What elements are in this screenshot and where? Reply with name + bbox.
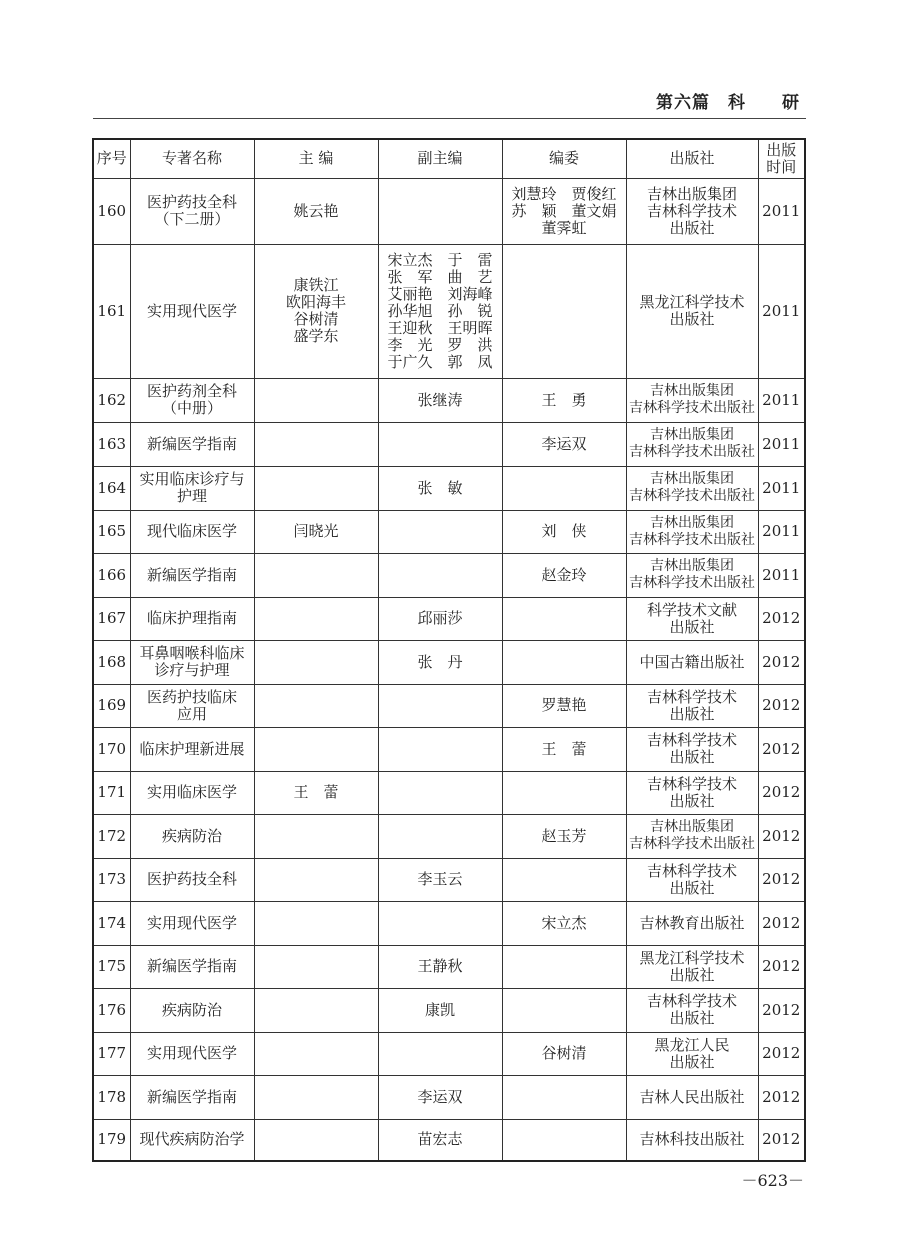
table-row — [93, 684, 805, 727]
cell-no: 163 — [93, 422, 130, 466]
cell-deputy-editor — [378, 640, 502, 684]
cell-publisher-line: 出版社 — [669, 878, 715, 897]
cell-committee — [502, 422, 626, 466]
cell-year: 2011 — [758, 466, 805, 510]
cell-committee-line: 苏 颖 董文娟 — [511, 201, 617, 220]
cell-publisher-line: 吉林科学技术出版社 — [629, 836, 755, 852]
cell-chief-editor — [254, 988, 378, 1032]
cell-publisher-line: 黑龙江人民 — [654, 1035, 730, 1054]
cell-deputy-editor — [378, 378, 502, 422]
cell-no: 164 — [93, 466, 130, 510]
cell-no: 169 — [93, 684, 130, 727]
cell-no: 176 — [93, 988, 130, 1032]
cell-deputy-editor-line: 张继涛 — [417, 390, 463, 409]
col-header-deputy-editor: 副主编 — [378, 139, 502, 178]
table-row — [93, 814, 805, 858]
table-row — [93, 945, 805, 988]
cell-chief-editor — [254, 510, 378, 553]
cell-no: 172 — [93, 814, 130, 858]
cell-no: 179 — [93, 1119, 130, 1161]
cell-publisher-line: 出版社 — [669, 1052, 715, 1071]
monograph-table — [92, 138, 806, 1162]
cell-publisher-line: 黑龙江科学技术 — [639, 293, 745, 311]
cell-title — [130, 244, 254, 378]
cell-publisher-line: 吉林出版集团 — [650, 471, 734, 487]
cell-title-line: 诊疗与护理 — [154, 661, 230, 679]
cell-committee — [502, 901, 626, 945]
cell-deputy-editor-line: 李玉云 — [417, 870, 463, 888]
cell-publisher-line: 吉林科技出版社 — [639, 1130, 745, 1149]
cell-title — [130, 945, 254, 988]
cell-committee — [502, 684, 626, 727]
cell-chief-editor — [254, 553, 378, 597]
cell-title-line: 新编医学指南 — [146, 434, 237, 453]
cell-year: 2012 — [758, 684, 805, 727]
cell-chief-editor — [254, 1075, 378, 1119]
cell-title-line: 护理 — [176, 487, 207, 505]
cell-title — [130, 378, 254, 422]
table-row — [93, 553, 805, 597]
cell-year: 2011 — [758, 178, 805, 244]
cell-title-line: 医护药技全科 — [146, 870, 237, 888]
cell-publisher-line: 吉林人民出版社 — [639, 1087, 745, 1106]
cell-title — [130, 814, 254, 858]
cell-deputy-editor — [378, 814, 502, 858]
cell-deputy-editor-line: 李运双 — [417, 1087, 463, 1106]
cell-committee-line: 王 蕾 — [541, 739, 587, 758]
cell-year: 2012 — [758, 640, 805, 684]
cell-year: 2012 — [758, 901, 805, 945]
cell-chief-editor — [254, 378, 378, 422]
cell-publisher-line: 吉林出版集团 — [650, 383, 734, 399]
cell-publisher-line: 吉林出版集团 — [650, 819, 734, 835]
cell-deputy-editor-line: 张 丹 — [417, 652, 463, 671]
cell-committee — [502, 1032, 626, 1075]
cell-publisher-line: 吉林出版集团 — [650, 558, 734, 574]
table-row — [93, 244, 805, 378]
table-row — [93, 178, 805, 244]
cell-publisher — [626, 727, 758, 771]
cell-committee-line: 谷树清 — [541, 1044, 587, 1062]
cell-chief-editor-line: 盛学东 — [293, 327, 339, 345]
cell-year: 2012 — [758, 1119, 805, 1161]
cell-chief-editor-line: 欧阳海丰 — [285, 293, 346, 311]
cell-chief-editor — [254, 244, 378, 378]
cell-committee — [502, 814, 626, 858]
cell-title-line: 现代疾病防治学 — [139, 1130, 245, 1149]
cell-deputy-editor-line: 邱丽莎 — [417, 609, 463, 627]
cell-deputy-editor — [378, 771, 502, 814]
cell-year: 2012 — [758, 858, 805, 901]
cell-no: 162 — [93, 378, 130, 422]
cell-publisher — [626, 640, 758, 684]
cell-committee — [502, 553, 626, 597]
cell-publisher-line: 出版社 — [669, 1009, 715, 1027]
cell-deputy-editor — [378, 1075, 502, 1119]
table-row — [93, 378, 805, 422]
cell-no: 161 — [93, 244, 130, 378]
cell-deputy-editor — [378, 510, 502, 553]
table-row — [93, 771, 805, 814]
cell-publisher-line: 吉林科学技术 — [646, 774, 737, 793]
cell-title — [130, 510, 254, 553]
cell-title-line: 新编医学指南 — [146, 957, 237, 975]
cell-publisher — [626, 510, 758, 553]
cell-committee — [502, 378, 626, 422]
cell-no: 177 — [93, 1032, 130, 1075]
col-header-committee: 编委 — [502, 139, 626, 178]
cell-deputy-editor — [378, 1119, 502, 1161]
cell-no: 166 — [93, 553, 130, 597]
cell-publisher-line: 吉林科学技术 — [646, 731, 737, 749]
cell-chief-editor — [254, 771, 378, 814]
cell-publisher-line: 吉林出版集团 — [650, 514, 734, 531]
cell-chief-editor-line: 谷树清 — [293, 310, 339, 328]
cell-publisher-line: 吉林科学技术 — [646, 992, 737, 1010]
cell-publisher — [626, 858, 758, 901]
cell-chief-editor — [254, 901, 378, 945]
cell-committee — [502, 858, 626, 901]
cell-publisher — [626, 771, 758, 814]
cell-chief-editor — [254, 1032, 378, 1075]
cell-publisher-line: 吉林科学技术 — [646, 687, 737, 706]
cell-no: 175 — [93, 945, 130, 988]
cell-publisher-line: 吉林科学技术 — [646, 861, 737, 880]
cell-title-line: 耳鼻咽喉科临床 — [139, 644, 245, 662]
cell-deputy-editor-line: 于广久 郭 凤 — [387, 352, 493, 371]
cell-no: 170 — [93, 727, 130, 771]
cell-publisher-line: 吉林科学技术 — [646, 201, 737, 220]
cell-publisher — [626, 684, 758, 727]
cell-publisher-line: 吉林科学技术出版社 — [629, 444, 755, 460]
cell-committee-line: 刘 侠 — [541, 522, 587, 540]
cell-year: 2012 — [758, 945, 805, 988]
cell-deputy-editor-line: 王迎秋 王明晖 — [387, 318, 493, 337]
table-row — [93, 510, 805, 553]
cell-title-line: 医护药技全科 — [146, 193, 237, 211]
cell-title-line: 疾病防治 — [161, 826, 222, 845]
cell-deputy-editor — [378, 178, 502, 244]
cell-committee — [502, 988, 626, 1032]
cell-title — [130, 597, 254, 640]
cell-title-line: 临床护理新进展 — [139, 739, 245, 758]
cell-publisher-line: 科学技术文献 — [646, 600, 737, 619]
col-header-title: 专著名称 — [130, 139, 254, 178]
cell-chief-editor — [254, 597, 378, 640]
cell-committee-line: 王 勇 — [541, 390, 587, 409]
cell-publisher — [626, 1119, 758, 1161]
cell-deputy-editor-line: 张 军 曲 艺 — [387, 267, 493, 286]
cell-publisher-line: 出版社 — [669, 748, 715, 766]
table-row — [93, 422, 805, 466]
cell-committee-line: 赵金玲 — [541, 565, 587, 584]
cell-committee — [502, 1119, 626, 1161]
cell-chief-editor — [254, 858, 378, 901]
cell-title — [130, 1032, 254, 1075]
cell-publisher-line: 出版社 — [669, 218, 715, 237]
cell-title-line: 现代临床医学 — [146, 522, 237, 540]
cell-publisher — [626, 1032, 758, 1075]
col-header-year-text: 出版时间 — [766, 140, 797, 176]
cell-year: 2011 — [758, 244, 805, 378]
cell-deputy-editor-line: 苗宏志 — [417, 1130, 463, 1149]
cell-publisher-line: 出版社 — [669, 310, 715, 328]
cell-committee — [502, 597, 626, 640]
cell-publisher — [626, 1075, 758, 1119]
cell-deputy-editor-line: 孙华旭 孙 锐 — [387, 301, 493, 320]
cell-deputy-editor — [378, 422, 502, 466]
cell-no: 174 — [93, 901, 130, 945]
cell-title-line: 疾病防治 — [161, 1000, 222, 1019]
cell-deputy-editor-line: 艾丽艳 刘海峰 — [387, 284, 493, 303]
cell-publisher — [626, 988, 758, 1032]
cell-title — [130, 553, 254, 597]
cell-chief-editor — [254, 178, 378, 244]
cell-publisher-line: 中国古籍出版社 — [639, 652, 745, 671]
cell-title — [130, 771, 254, 814]
cell-committee — [502, 510, 626, 553]
cell-no: 168 — [93, 640, 130, 684]
cell-chief-editor-line: 康铁江 — [293, 276, 339, 294]
cell-publisher-line: 吉林出版集团 — [646, 184, 737, 203]
cell-deputy-editor — [378, 858, 502, 901]
cell-deputy-editor-line: 张 敏 — [417, 478, 463, 497]
cell-committee — [502, 178, 626, 244]
cell-title — [130, 684, 254, 727]
cell-committee — [502, 727, 626, 771]
cell-title-line: （下二册） — [154, 210, 230, 228]
cell-no: 160 — [93, 178, 130, 244]
cell-deputy-editor-line: 王静秋 — [417, 957, 463, 975]
cell-committee-line: 罗慧艳 — [541, 696, 587, 714]
cell-title — [130, 422, 254, 466]
cell-deputy-editor — [378, 553, 502, 597]
cell-title-line: 应用 — [176, 704, 207, 723]
cell-publisher-line: 吉林科学技术出版社 — [629, 400, 755, 416]
running-header: 第六篇 科 研 — [656, 93, 800, 113]
cell-no: 178 — [93, 1075, 130, 1119]
cell-deputy-editor — [378, 684, 502, 727]
cell-publisher-line: 吉林科学技术出版社 — [629, 575, 755, 591]
cell-title — [130, 178, 254, 244]
cell-year: 2012 — [758, 597, 805, 640]
col-header-publisher: 出版社 — [626, 139, 758, 178]
cell-title — [130, 901, 254, 945]
cell-title — [130, 988, 254, 1032]
cell-committee-line: 刘慧玲 贾俊红 — [511, 184, 617, 203]
cell-chief-editor-line: 闫晓光 — [293, 522, 339, 540]
cell-publisher-line: 黑龙江科学技术 — [639, 948, 745, 967]
cell-title-line: 实用现代医学 — [146, 1044, 237, 1062]
cell-publisher — [626, 466, 758, 510]
cell-publisher-line: 吉林出版集团 — [650, 427, 734, 443]
cell-no: 165 — [93, 510, 130, 553]
cell-title-line: （中册） — [161, 399, 222, 417]
cell-deputy-editor — [378, 988, 502, 1032]
table-row — [93, 640, 805, 684]
table-row — [93, 901, 805, 945]
cell-committee — [502, 640, 626, 684]
cell-chief-editor — [254, 1119, 378, 1161]
cell-title-line: 实用现代医学 — [146, 301, 237, 320]
cell-chief-editor-line: 姚云艳 — [293, 201, 339, 220]
cell-title-line: 新编医学指南 — [146, 565, 237, 584]
col-header-chief-editor: 主 编 — [254, 139, 378, 178]
cell-deputy-editor-line: 康凯 — [424, 1000, 455, 1019]
cell-chief-editor — [254, 640, 378, 684]
cell-year: 2012 — [758, 1032, 805, 1075]
cell-no: 171 — [93, 771, 130, 814]
table-row — [93, 988, 805, 1032]
cell-publisher — [626, 597, 758, 640]
cell-title-line: 医药护技临床 — [146, 687, 237, 706]
cell-year: 2011 — [758, 510, 805, 553]
cell-chief-editor — [254, 422, 378, 466]
table-row — [93, 727, 805, 771]
cell-deputy-editor — [378, 901, 502, 945]
table-row — [93, 858, 805, 901]
cell-publisher — [626, 422, 758, 466]
cell-committee — [502, 945, 626, 988]
cell-year: 2011 — [758, 422, 805, 466]
cell-publisher — [626, 945, 758, 988]
cell-deputy-editor — [378, 466, 502, 510]
cell-publisher-line: 吉林科学技术出版社 — [629, 488, 755, 504]
cell-committee — [502, 466, 626, 510]
cell-chief-editor — [254, 727, 378, 771]
cell-deputy-editor — [378, 945, 502, 988]
cell-publisher — [626, 814, 758, 858]
cell-chief-editor — [254, 814, 378, 858]
cell-title-line: 实用现代医学 — [146, 913, 237, 932]
cell-committee — [502, 244, 626, 378]
cell-publisher-line: 出版社 — [669, 617, 715, 636]
cell-publisher — [626, 553, 758, 597]
cell-committee-line: 李运双 — [541, 434, 587, 453]
table-row — [93, 597, 805, 640]
cell-title-line: 实用临床医学 — [146, 783, 237, 801]
cell-year: 2012 — [758, 727, 805, 771]
cell-chief-editor — [254, 945, 378, 988]
cell-chief-editor — [254, 684, 378, 727]
cell-committee-line: 赵玉芳 — [541, 826, 587, 845]
cell-committee — [502, 1075, 626, 1119]
table-body — [93, 178, 805, 1161]
cell-chief-editor — [254, 466, 378, 510]
cell-year: 2012 — [758, 771, 805, 814]
cell-year: 2012 — [758, 814, 805, 858]
cell-committee — [502, 771, 626, 814]
cell-chief-editor-line: 王 蕾 — [293, 783, 339, 801]
header-rule — [93, 118, 806, 119]
cell-year: 2012 — [758, 988, 805, 1032]
cell-title-line: 医护药剂全科 — [146, 382, 237, 400]
cell-publisher — [626, 244, 758, 378]
col-header-year — [758, 139, 805, 178]
cell-publisher-line: 吉林教育出版社 — [639, 913, 745, 932]
cell-publisher-line: 出版社 — [669, 965, 715, 984]
cell-deputy-editor — [378, 1032, 502, 1075]
cell-deputy-editor — [378, 244, 502, 378]
cell-publisher-line: 出版社 — [669, 704, 715, 723]
cell-title-line: 实用临床诊疗与 — [139, 470, 245, 488]
page-number: －623－ — [741, 1171, 804, 1190]
cell-title — [130, 466, 254, 510]
table-row — [93, 466, 805, 510]
cell-title — [130, 727, 254, 771]
cell-title — [130, 1119, 254, 1161]
cell-year: 2011 — [758, 553, 805, 597]
cell-deputy-editor-line: 宋立杰 于 雷 — [387, 250, 493, 269]
cell-year: 2011 — [758, 378, 805, 422]
cell-deputy-editor-line: 李 光 罗 洪 — [387, 335, 493, 354]
cell-publisher — [626, 901, 758, 945]
cell-publisher — [626, 178, 758, 244]
cell-committee-line: 董霁虹 — [541, 218, 587, 237]
table-row — [93, 1075, 805, 1119]
cell-title-line: 新编医学指南 — [146, 1087, 237, 1106]
cell-publisher — [626, 378, 758, 422]
cell-title — [130, 640, 254, 684]
table-row — [93, 1119, 805, 1161]
cell-title — [130, 858, 254, 901]
cell-publisher-line: 出版社 — [669, 791, 715, 810]
table-row — [93, 1032, 805, 1075]
cell-committee-line: 宋立杰 — [541, 913, 587, 932]
cell-deputy-editor — [378, 597, 502, 640]
cell-deputy-editor — [378, 727, 502, 771]
cell-title-line: 临床护理指南 — [146, 609, 237, 627]
col-header-no: 序号 — [93, 139, 130, 178]
cell-no: 167 — [93, 597, 130, 640]
cell-no: 173 — [93, 858, 130, 901]
cell-title — [130, 1075, 254, 1119]
header-row — [93, 139, 805, 178]
cell-year: 2012 — [758, 1075, 805, 1119]
cell-publisher-line: 吉林科学技术出版社 — [629, 531, 755, 548]
